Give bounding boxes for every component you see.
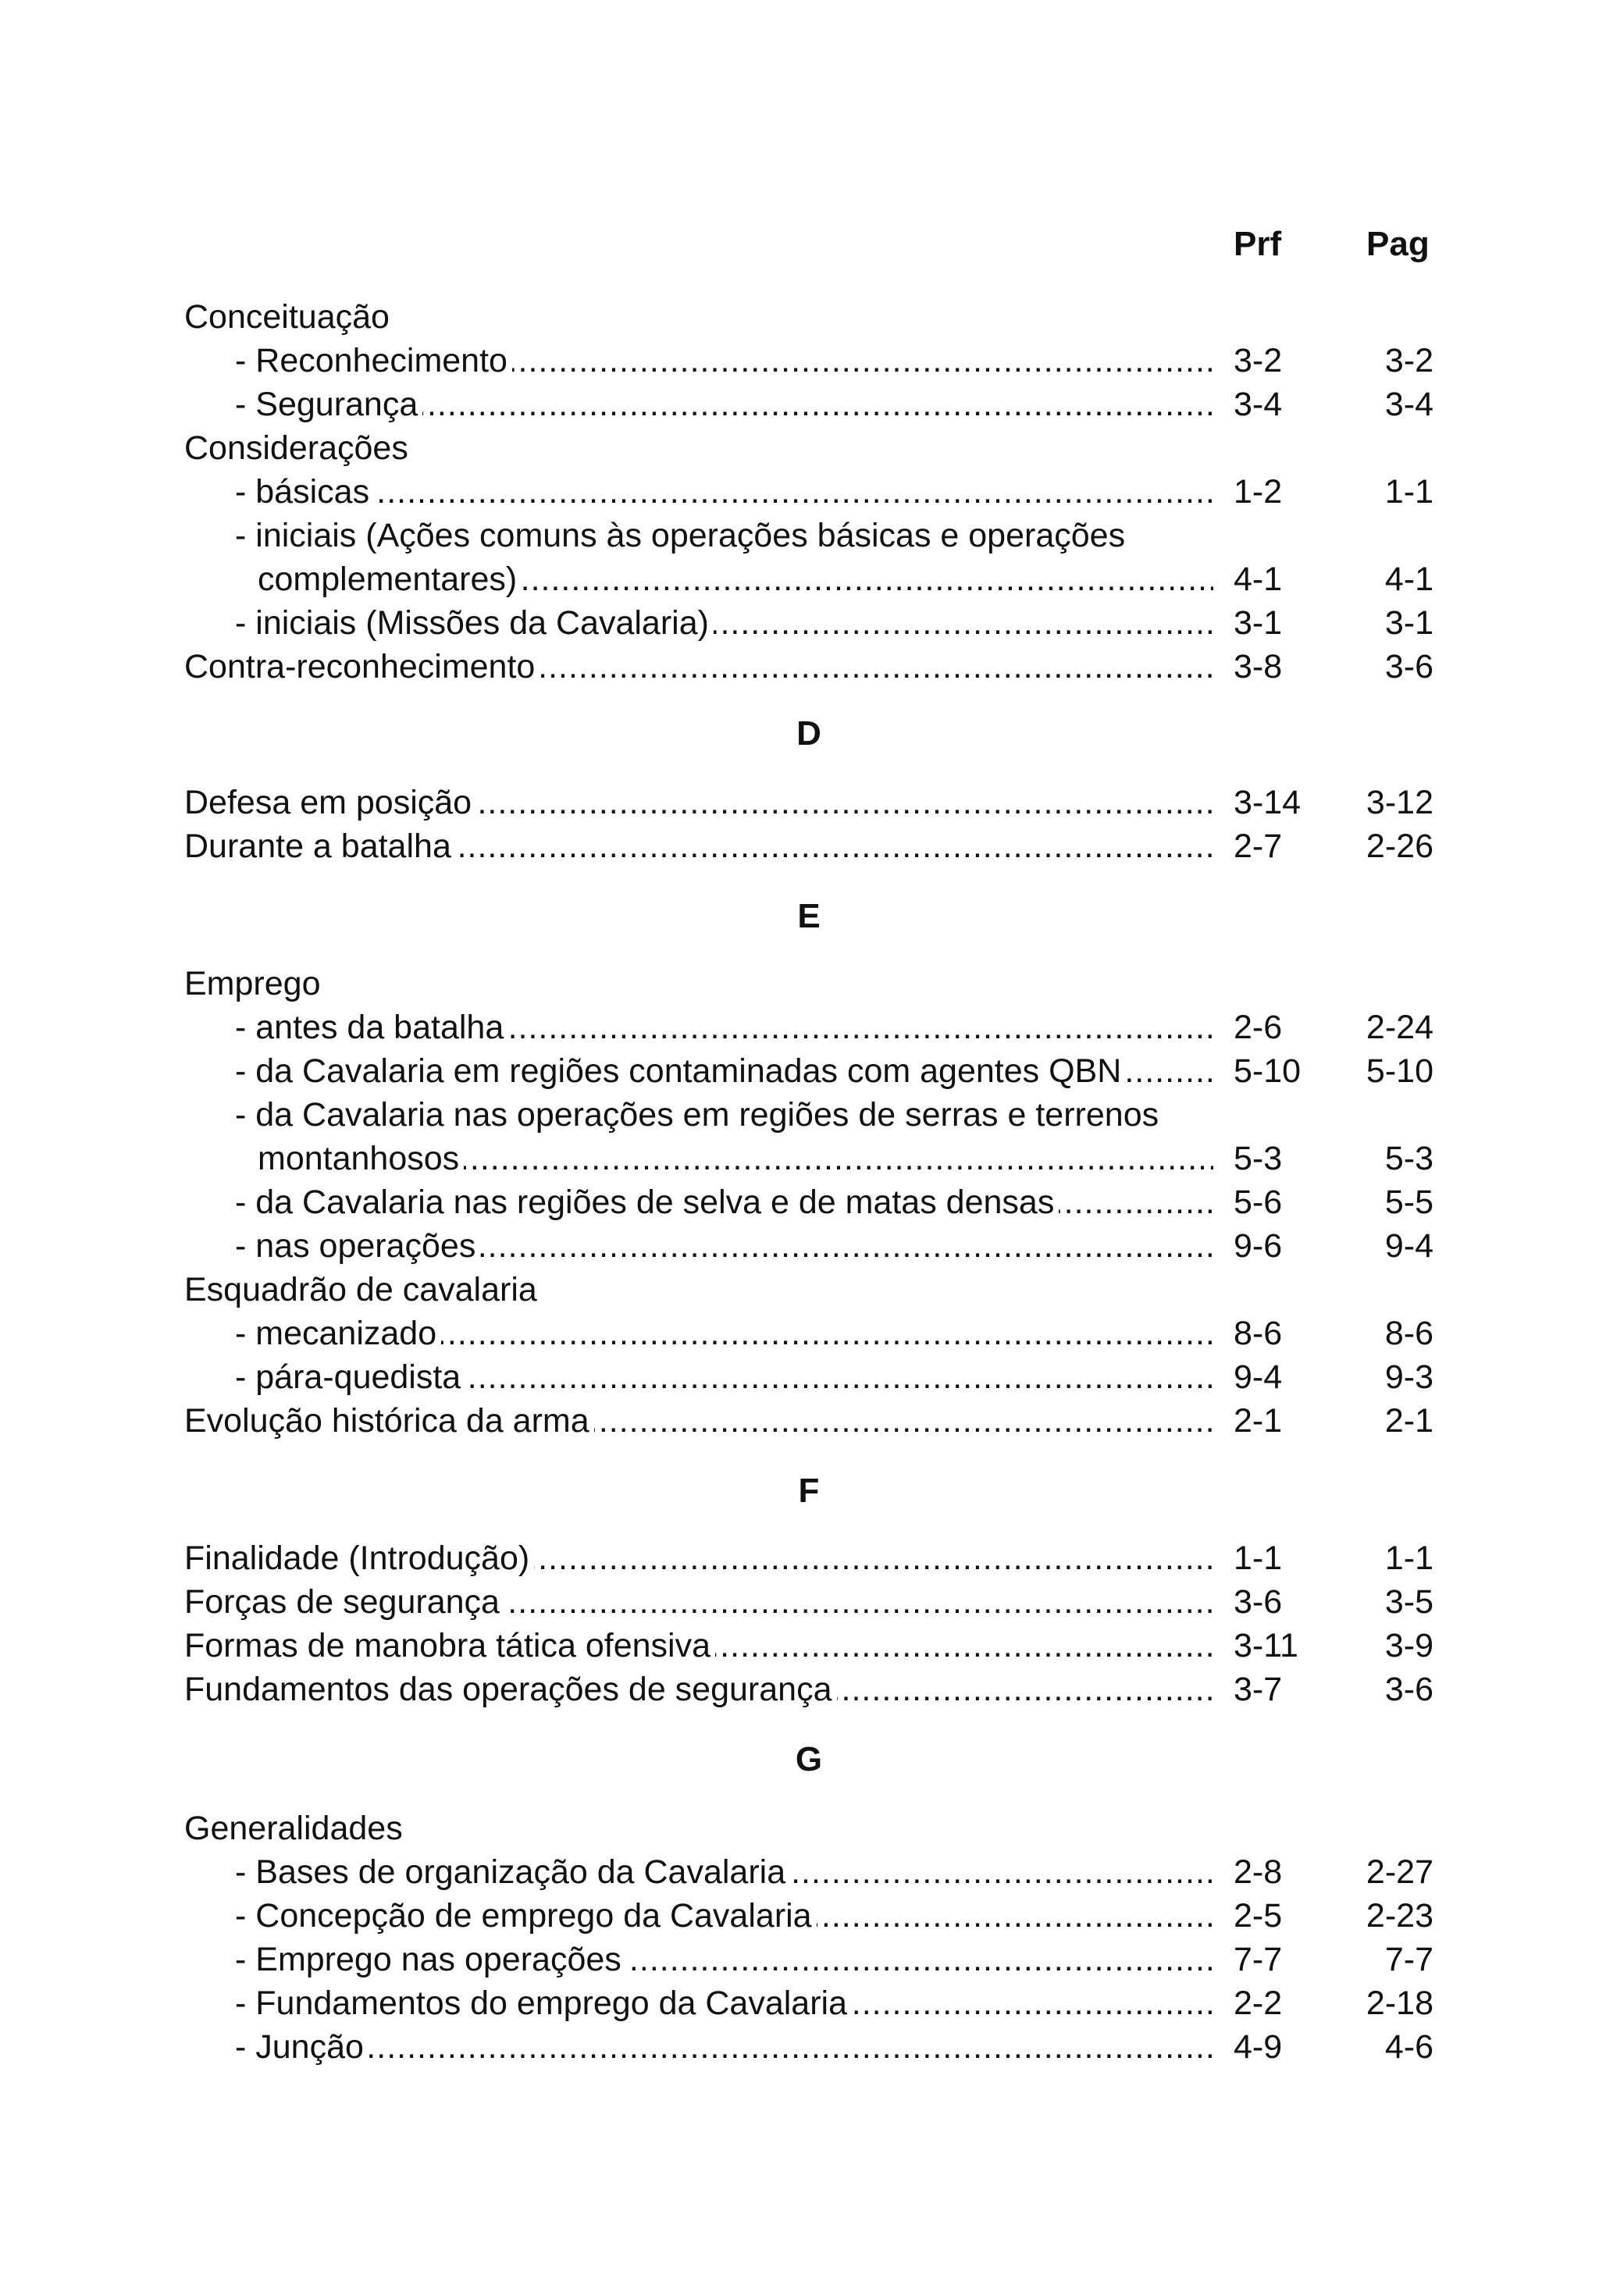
entry-leader <box>258 1137 1213 1180</box>
entry-prf: 3-8 <box>1234 648 1283 685</box>
entry-text: Finalidade (Introdução) <box>184 1540 534 1577</box>
entry-prf: 5-3 <box>1234 1140 1283 1177</box>
entry-text: - Emprego nas operações <box>235 1941 626 1978</box>
entry-prf: 5-6 <box>1234 1184 1283 1221</box>
entry-leader <box>235 1355 1213 1399</box>
entry-text: - antes da batalha <box>235 1009 508 1046</box>
entry-prf: 2-7 <box>1234 828 1283 865</box>
heading-text: Generalidades <box>184 1810 403 1847</box>
entry-prf: 2-6 <box>1234 1009 1283 1046</box>
entry-text: - mecanizado <box>235 1315 441 1352</box>
entry-leader <box>184 781 1213 824</box>
entry-text: - Fundamentos do emprego da Cavalaria <box>235 1985 852 2022</box>
entry-prf: 8-6 <box>1234 1315 1283 1352</box>
entry-text: - iniciais (Missões da Cavalaria) <box>235 604 714 642</box>
entry-leader <box>184 1580 1213 1624</box>
entry-leader <box>235 1894 1213 1938</box>
entry-prf: 4-9 <box>1234 2028 1283 2066</box>
entry-text: - iniciais (Ações comuns às operações básicas e operações <box>235 517 1126 554</box>
entry-pag: 2-24 <box>1366 1009 1433 1046</box>
index-entry <box>184 601 1433 645</box>
entry-leader <box>184 1668 1213 1711</box>
entry-text: - Bases de organização da Cavalaria <box>235 1853 790 1891</box>
entry-text: - pára-quedista <box>235 1358 465 1396</box>
entry-text: complementares) <box>258 561 522 598</box>
entry-pag: 3-12 <box>1366 784 1433 821</box>
entry-prf: 3-1 <box>1234 604 1283 642</box>
entry-leader <box>184 645 1213 689</box>
entry-prf: 5-10 <box>1234 1052 1302 1090</box>
entry-text: - Concepção de emprego da Cavalaria <box>235 1897 817 1935</box>
entry-leader <box>235 339 1213 383</box>
entry-text: - da Cavalaria em regiões contaminadas com agentes QBN <box>235 1052 1126 1090</box>
entry-pag: 4-1 <box>1384 561 1433 598</box>
entry-text: montanhosos <box>258 1140 464 1177</box>
index-entry-line <box>184 514 1433 557</box>
index-entry <box>184 1049 1433 1093</box>
entry-text: - Reconhecimento <box>235 342 512 379</box>
entry-prf: 2-5 <box>1234 1897 1283 1935</box>
entry-prf: 1-1 <box>1234 1540 1283 1577</box>
entry-pag: 5-10 <box>1366 1052 1433 1090</box>
index-entry <box>184 383 1433 426</box>
heading-text: Esquadrão de cavalaria <box>184 1271 537 1308</box>
entry-pag: 3-2 <box>1384 342 1433 379</box>
entry-pag: 1-1 <box>1384 473 1433 511</box>
entry-pag: 9-4 <box>1384 1227 1433 1265</box>
entry-prf: 3-14 <box>1234 784 1302 821</box>
index-entry <box>184 1312 1433 1355</box>
entry-text: Forças de segurança <box>184 1583 504 1621</box>
section-letter-f: F <box>798 1472 820 1510</box>
entry-pag: 3-9 <box>1384 1627 1433 1664</box>
entry-leader <box>235 383 1213 426</box>
entry-leader <box>184 1624 1213 1668</box>
entry-text: - básicas <box>235 473 374 511</box>
entry-pag: 4-6 <box>1384 2028 1433 2066</box>
index-entry <box>184 1180 1433 1224</box>
entry-prf: 1-2 <box>1234 473 1283 511</box>
entry-prf: 4-1 <box>1234 561 1283 598</box>
entry-prf: 2-1 <box>1234 1402 1283 1440</box>
entry-pag: 5-5 <box>1384 1184 1433 1221</box>
entry-leader <box>235 601 1213 645</box>
entry-pag: 2-27 <box>1366 1853 1433 1891</box>
entry-prf: 9-4 <box>1234 1358 1283 1396</box>
entry-leader <box>184 1536 1213 1580</box>
heading-text: Considerações <box>184 429 408 467</box>
index-heading <box>184 426 1433 470</box>
entry-pag: 3-5 <box>1384 1583 1433 1621</box>
entry-leader <box>235 1312 1213 1355</box>
entry-leader <box>258 557 1213 601</box>
index-entry <box>184 1137 1433 1180</box>
entry-text: - Segurança <box>235 386 422 423</box>
section-letter-d: D <box>796 714 821 753</box>
index-entry <box>184 1850 1433 1894</box>
index-entry <box>184 781 1433 824</box>
entry-pag: 3-6 <box>1384 1671 1433 1708</box>
entry-text: Evolução histórica da arma <box>184 1402 594 1440</box>
entry-leader <box>235 1006 1213 1049</box>
entry-pag: 3-6 <box>1384 648 1433 685</box>
index-heading <box>184 962 1433 1006</box>
index-entry <box>184 1624 1433 1668</box>
entry-prf: 3-4 <box>1234 386 1283 423</box>
index-entry-line <box>184 1093 1433 1137</box>
entry-text: - da Cavalaria nas regiões de selva e de matas densas <box>235 1184 1059 1221</box>
entry-pag: 3-1 <box>1384 604 1433 642</box>
entry-pag: 9-3 <box>1384 1358 1433 1396</box>
entry-pag: 8-6 <box>1384 1315 1433 1352</box>
index-entry <box>184 557 1433 601</box>
index-entry <box>184 1580 1433 1624</box>
entry-prf: 3-11 <box>1234 1627 1298 1664</box>
entry-text: Defesa em posição <box>184 784 476 821</box>
entry-pag: 5-3 <box>1384 1140 1433 1177</box>
index-entry <box>184 645 1433 689</box>
index-entry <box>184 1006 1433 1049</box>
index-heading <box>184 1268 1433 1312</box>
entry-text: - nas operações <box>235 1227 480 1265</box>
index-entry <box>184 470 1433 514</box>
index-entry <box>184 1668 1433 1711</box>
index-entry <box>184 1399 1433 1443</box>
pag-column-header: Pag <box>1366 225 1430 263</box>
entry-prf: 3-2 <box>1234 342 1283 379</box>
index-entry <box>184 1536 1433 1580</box>
index-page <box>184 0 1433 2296</box>
entry-pag: 2-23 <box>1366 1897 1433 1935</box>
entry-leader <box>235 1850 1213 1894</box>
index-entry <box>184 1355 1433 1399</box>
index-entry <box>184 1981 1433 2025</box>
heading-text: Conceituação <box>184 298 390 336</box>
entry-text: - Junção <box>235 2028 369 2066</box>
entry-leader <box>235 470 1213 514</box>
entry-leader <box>235 1224 1213 1268</box>
index-entry <box>184 1894 1433 1938</box>
entry-leader <box>235 1938 1213 1981</box>
entry-leader <box>235 1981 1213 2025</box>
index-entry <box>184 339 1433 383</box>
index-heading <box>184 295 1433 339</box>
entry-prf: 2-8 <box>1234 1853 1283 1891</box>
entry-text: - da Cavalaria nas operações em regiões de serras e terrenos <box>235 1096 1159 1134</box>
entry-leader <box>235 2025 1213 2069</box>
section-letter-g: G <box>795 1740 823 1778</box>
entry-prf: 2-2 <box>1234 1985 1283 2022</box>
index-entry <box>184 2025 1433 2069</box>
entry-prf: 9-6 <box>1234 1227 1283 1265</box>
entry-text: Durante a batalha <box>184 828 456 865</box>
entry-leader <box>235 1180 1213 1224</box>
entry-prf: 3-7 <box>1234 1671 1283 1708</box>
entry-prf: 7-7 <box>1234 1941 1283 1978</box>
index-entry <box>184 824 1433 868</box>
heading-text: Emprego <box>184 965 321 1002</box>
index-heading <box>184 1807 1433 1850</box>
entry-leader <box>184 1399 1213 1443</box>
entry-leader <box>235 1049 1213 1093</box>
entry-prf: 3-6 <box>1234 1583 1283 1621</box>
entry-pag: 2-26 <box>1366 828 1433 865</box>
entry-pag: 2-1 <box>1384 1402 1433 1440</box>
entry-pag: 7-7 <box>1384 1941 1433 1978</box>
entry-leader <box>184 824 1213 868</box>
entry-text: Contra-reconhecimento <box>184 648 540 685</box>
entry-pag: 3-4 <box>1384 386 1433 423</box>
entry-text: Formas de manobra tática ofensiva <box>184 1627 715 1664</box>
section-letter-e: E <box>797 897 821 935</box>
entry-text: Fundamentos das operações de segurança <box>184 1671 837 1708</box>
index-entry <box>184 1938 1433 1981</box>
prf-column-header: Prf <box>1234 225 1282 263</box>
entry-pag: 1-1 <box>1384 1540 1433 1577</box>
entry-pag: 2-18 <box>1366 1985 1433 2022</box>
index-entry <box>184 1224 1433 1268</box>
